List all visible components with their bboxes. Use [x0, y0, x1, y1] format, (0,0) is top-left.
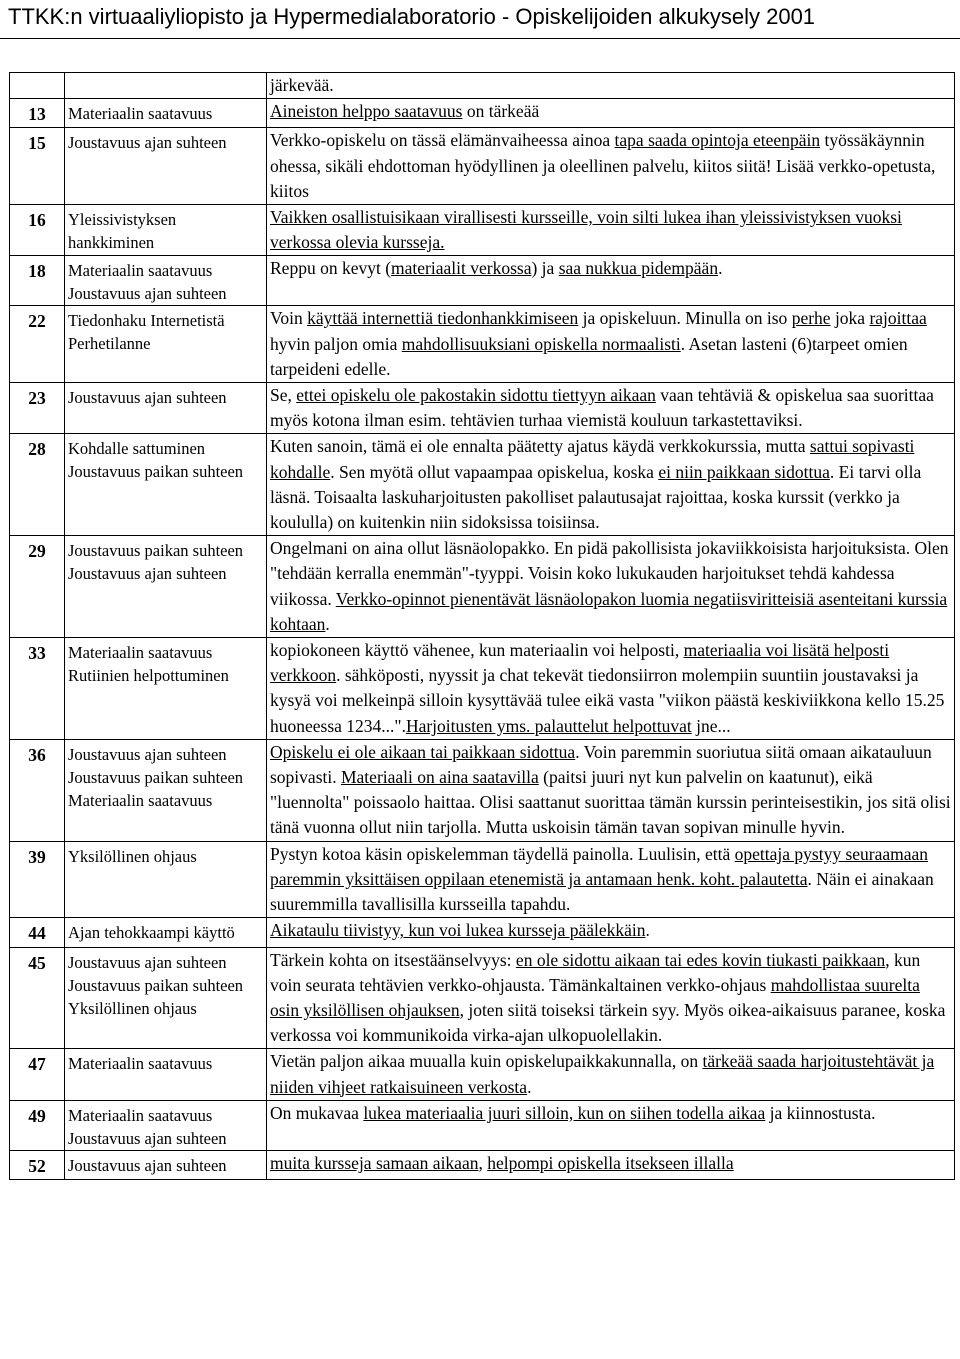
table-row [10, 73, 955, 99]
category-label: Joustavuus paikan suhteen [68, 462, 244, 482]
comment-text: ja kiinnostusta. [765, 1102, 876, 1123]
category-label: Materiaalin saatavuus [68, 643, 213, 663]
comment-text: Voin [270, 308, 308, 329]
table-row [10, 205, 955, 256]
category-label: Yksilöllinen ohjaus [68, 998, 197, 1018]
response-categories [65, 638, 267, 740]
table-row [10, 947, 955, 1049]
category-label: Yleissivistyksen hankkiminen [68, 210, 177, 253]
highlighted-phrase: helpompi opiskella itsekseen illalla [487, 1152, 734, 1173]
highlighted-phrase: käyttää internettiä tiedonhankkimiseen [307, 308, 579, 329]
response-comment [267, 306, 955, 383]
highlighted-phrase: tärkeää saada harjoitustehtävät ja niiden vihjeet ratkaisuineen verkosta [270, 1051, 935, 1097]
comment-text: on tärkeää [462, 101, 540, 122]
comment-text: . [645, 920, 650, 941]
highlighted-phrase: Materiaali on aina saatavilla [340, 767, 539, 788]
comment-text: kopiokoneen käyttö vähenee, kun materiaalin voi helposti, [270, 640, 684, 661]
response-comment [267, 918, 955, 947]
response-comment [267, 1150, 955, 1179]
highlighted-phrase: rajoittaa [869, 308, 927, 329]
comment-text: . sähköposti, nyyssit ja chat tekevät tiedonsiirron molempiin suuntiin joustavaksi ja kysyä voi melkeinpä silloin kysyttävää tulee eikä vasta "viikon päästä keskiviikkona kello 15.25 huoneessa 1234...". [270, 665, 945, 736]
table-row [10, 536, 955, 638]
comment-text: ja opiskeluun. Minulla on iso [578, 308, 792, 329]
response-categories [65, 99, 267, 128]
response-number: 33 [10, 638, 65, 740]
comment-text: , [478, 1152, 488, 1173]
highlighted-phrase: sattui sopivasti kohdalle [270, 436, 915, 482]
category-label: Rutiinien helpottuminen [68, 666, 229, 686]
category-label: Joustavuus ajan suhteen [68, 744, 227, 764]
response-number: 39 [10, 841, 65, 918]
comment-text: Tärkein kohta on itsestäänselvyys: [270, 949, 516, 970]
table-row [10, 306, 955, 383]
table-row [10, 99, 955, 128]
highlighted-phrase: Verkko-opinnot pienentävät läsnäolopakon luomia negatiisviritteisiä asenteitani kurssia kohtaan [270, 588, 948, 634]
survey-table-body [10, 73, 955, 1180]
highlighted-phrase: ettei opiskelu ole pakostakin sidottu tiettyyn aikaan [296, 385, 656, 406]
category-label: Joustavuus paikan suhteen [68, 767, 244, 787]
response-number: 29 [10, 536, 65, 638]
response-comment [267, 1049, 955, 1100]
category-label: Joustavuus paikan suhteen [68, 541, 244, 561]
category-label: Materiaalin saatavuus [68, 261, 213, 281]
response-number: 47 [10, 1049, 65, 1100]
response-categories [65, 1150, 267, 1179]
highlighted-phrase: tapa saada opintoja eteenpäin [614, 130, 821, 151]
comment-text: jne... [691, 715, 731, 736]
highlighted-phrase: perhe [791, 308, 831, 329]
response-comment [267, 128, 955, 205]
highlighted-phrase: materiaalit verkossa [391, 258, 532, 279]
table-row [10, 383, 955, 434]
response-categories [65, 73, 267, 99]
response-categories [65, 1100, 267, 1150]
comment-text: Ongelmani on aina ollut läsnäolopakko. En pidä pakollisista jokaviikkoisista harjoituksista. Olen "tehdään kerralla enemmän"-tyyppi. Voisin koko lukukauden harjoitukset tehdä kahdessa viikossa. [270, 538, 949, 609]
comment-text: . Asetan lasteni (6)tarpeet omien tarpeideni edelle. [270, 333, 908, 379]
table-row [10, 1150, 955, 1179]
response-number: 18 [10, 256, 65, 306]
highlighted-phrase: materiaalia voi lisätä helposti verkkoon [270, 640, 890, 686]
response-categories [65, 306, 267, 383]
response-number: 49 [10, 1100, 65, 1150]
table-row [10, 1100, 955, 1150]
table-row [10, 841, 955, 918]
category-label: Joustavuus ajan suhteen [68, 564, 227, 584]
category-label: Yksilöllinen ohjaus [68, 846, 197, 866]
category-label: Joustavuus ajan suhteen [68, 133, 227, 153]
response-categories [65, 128, 267, 205]
table-row [10, 918, 955, 947]
response-comment [267, 434, 955, 536]
response-comment [267, 73, 955, 99]
comment-text: Vietän paljon aikaa muualla kuin opiskelupaikkakunnalla, on [270, 1051, 703, 1072]
response-categories [65, 841, 267, 918]
highlighted-phrase: muita kursseja samaan aikaan [270, 1152, 479, 1173]
header-divider [0, 38, 960, 39]
comment-text: , joten siitä toiseksi tärkein syy. Myös oikea-aikaisuus paranee, koska verkossa voi kommunikoida virka-ajan ulkopuolellakin. [270, 999, 946, 1046]
category-label: Kohdalle sattuminen [68, 439, 206, 459]
table-row [10, 128, 955, 205]
highlighted-phrase: ei niin paikkaan sidottua [658, 461, 830, 482]
highlighted-phrase: mahdollisuuksiani opiskella normaalisti [401, 333, 681, 354]
category-label: Joustavuus paikan suhteen [68, 975, 244, 995]
response-comment [267, 99, 955, 128]
comment-text: . [325, 613, 330, 634]
response-comment [267, 638, 955, 740]
response-categories [65, 739, 267, 841]
table-row [10, 256, 955, 306]
category-label: Ajan tehokkaampi käyttö [68, 923, 235, 943]
table-row [10, 434, 955, 536]
response-comment [267, 841, 955, 918]
response-number: 15 [10, 128, 65, 205]
category-label: Materiaalin saatavuus [68, 1054, 213, 1074]
comment-text: vaan tehtäviä & opiskelua saa suorittaa myös kotona ilman esim. tehtävien turhaa viemistä kouluun tarkastettaviksi. [270, 385, 934, 431]
response-number: 16 [10, 205, 65, 256]
table-row [10, 638, 955, 740]
highlighted-phrase: Aikataulu tiivistyy, kun voi lukea kursseja päälekkäin [270, 920, 646, 941]
response-comment [267, 739, 955, 841]
highlighted-phrase: Vaikken osallistuisikaan virallisesti kursseille, voin silti lukea ihan yleissivistyksen vuoksi verkossa olevia kursseja. [270, 207, 902, 253]
response-number: 22 [10, 306, 65, 383]
response-number: 13 [10, 99, 65, 128]
response-comment [267, 256, 955, 306]
response-categories [65, 918, 267, 947]
response-categories [65, 536, 267, 638]
response-number: 23 [10, 383, 65, 434]
category-label: Materiaalin saatavuus [68, 790, 213, 810]
response-comment [267, 1100, 955, 1150]
comment-text: Kuten sanoin, tämä ei ole ennalta päätetty ajatus käydä verkkokurssia, mutta [270, 436, 810, 457]
response-comment [267, 383, 955, 434]
comment-text: , kun voin seurata tehtävien verkko-ohjausta. Tämänkaltainen verkko-ohjaus [270, 949, 921, 995]
table-row [10, 1049, 955, 1100]
response-categories [65, 205, 267, 256]
response-categories [65, 434, 267, 536]
response-categories [65, 256, 267, 306]
comment-text: järkevää. [270, 75, 334, 95]
response-number: 52 [10, 1150, 65, 1179]
highlighted-phrase: saa nukkua pidempään [558, 258, 719, 279]
category-label: Joustavuus ajan suhteen [68, 1155, 227, 1175]
response-categories [65, 947, 267, 1049]
response-number: 28 [10, 434, 65, 536]
response-categories [65, 1049, 267, 1100]
comment-text: työssäkäynnin ohessa, sikäli ehdottoman hyödyllinen ja oleellinen palvelu, kiitos siitä! Lisää verkko-opetusta, kiitos [270, 130, 936, 201]
category-label: Joustavuus ajan suhteen [68, 952, 227, 972]
category-label: Joustavuus ajan suhteen [68, 1128, 227, 1148]
highlighted-phrase: lukea materiaalia juuri silloin, kun on siihen todella aikaa [363, 1102, 766, 1123]
comment-text: . Sen myötä ollut vapaampaa opiskelua, koska [330, 461, 659, 482]
response-number: 44 [10, 918, 65, 947]
comment-text: . [718, 258, 723, 279]
response-number [10, 73, 65, 99]
survey-table [9, 72, 955, 1180]
response-comment [267, 536, 955, 638]
highlighted-phrase: Aineiston helppo saatavuus [270, 101, 463, 122]
table-row [10, 739, 955, 841]
category-label: Tiedonhaku Internetistä [68, 311, 225, 331]
comment-text: (paitsi juuri nyt kun palvelin on kaatunut), eikä "luennolta" poissaolo haittaa. Olisi saattanut suorittaa tämän kurssin perinteisestikin, jos sitä olisi tänä vuonna ollut niin tarjolla. Mutta uskoisin tämän tavan sopivan minulle hyvin. [270, 767, 951, 838]
response-categories [65, 383, 267, 434]
highlighted-phrase: Harjoitusten yms. palauttelut helpottuvat [405, 715, 692, 736]
category-label: Perhetilanne [68, 334, 151, 354]
category-label: Joustavuus ajan suhteen [68, 388, 227, 408]
comment-text: . [527, 1076, 532, 1097]
highlighted-phrase: opettaja pystyy seuraamaan paremmin yksittäisen oppilaan etenemistä ja antamaan henk. koht. palautetta [270, 843, 929, 889]
page-header: TTKK:n virtuaaliyliopisto ja Hypermedialaboratorio - Opiskelijoiden alkukysely 2001 [8, 4, 816, 29]
category-label: Materiaalin saatavuus [68, 1105, 213, 1125]
category-label: Materiaalin saatavuus [68, 104, 213, 124]
response-number: 45 [10, 947, 65, 1049]
comment-text: Se, [270, 385, 297, 406]
response-comment [267, 947, 955, 1049]
comment-text: Verkko-opiskelu on tässä elämänvaiheessa ainoa [270, 130, 615, 151]
comment-text: joka [830, 308, 870, 329]
comment-text: . Ei tarvi olla läsnä. Toisaalta laskuharjoitusten pakolliset palautusajat rajoittaa, koska kurssit (verkko ja koululla) on kuitenkin niin sidoksissa toisiinsa. [270, 461, 922, 533]
highlighted-phrase: en ole sidottu aikaan tai edes kovin tiukasti paikkaan [515, 949, 886, 970]
category-label: Joustavuus ajan suhteen [68, 284, 227, 304]
response-number: 36 [10, 739, 65, 841]
highlighted-phrase: mahdollistaa suurelta osin yksilöllisen ohjauksen [270, 974, 920, 1020]
highlighted-phrase: Opiskelu ei ole aikaan tai paikkaan sidottua [270, 741, 576, 762]
comment-text: hyvin paljon omia [270, 333, 402, 354]
comment-text: . Voin paremmin suoriutua siitä omaan aikatauluun sopivasti. [270, 741, 932, 788]
comment-text: Reppu on kevyt ( [270, 258, 392, 279]
response-comment [267, 205, 955, 256]
comment-text: On mukavaa [270, 1102, 364, 1123]
comment-text: Pystyn kotoa käsin opiskelemman täydellä painolla. Luulisin, että [270, 843, 735, 864]
comment-text: . Näin ei ainakaan suuremmilla tavallisilla kursseilla tapahdu. [270, 868, 934, 915]
comment-text: ) ja [531, 258, 559, 279]
